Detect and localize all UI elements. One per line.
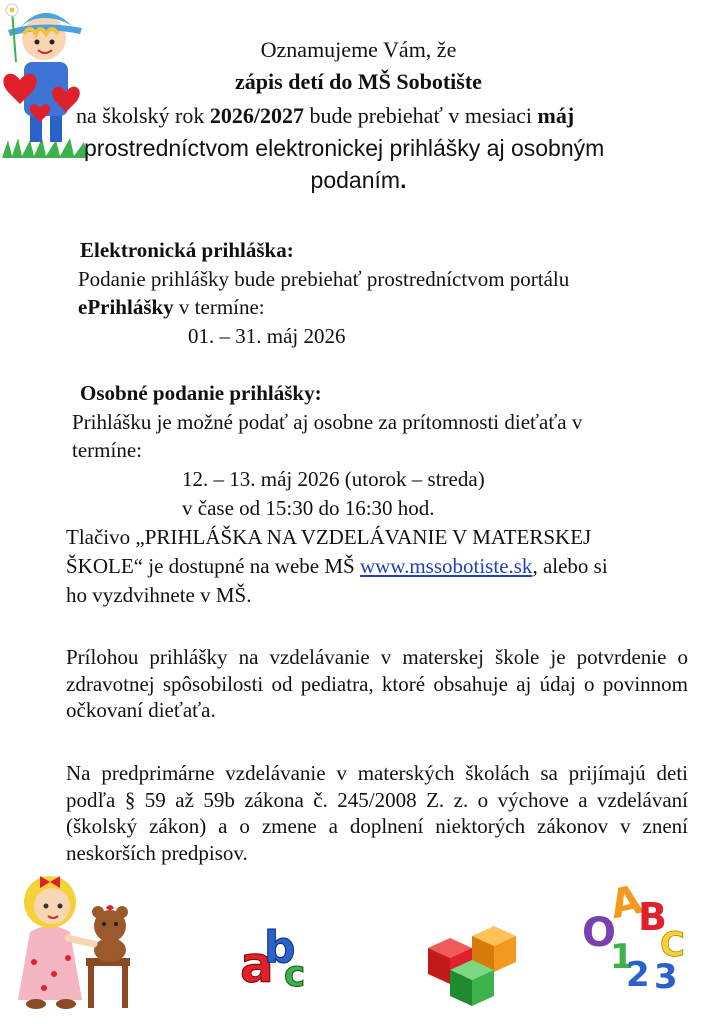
- form-pickup-text: , alebo si: [532, 554, 608, 578]
- school-website-link[interactable]: www.mssobotiste.sk: [359, 554, 533, 578]
- electronic-line-1: Podanie prihlášky bude prebiehať prostredníctvom portálu: [78, 267, 570, 291]
- form-info-line-2: [66, 553, 608, 579]
- announcement-line-4: prostredníctvom elektronickej prihlášky aj osobným: [84, 135, 605, 161]
- personal-heading: Osobné podanie prihlášky:: [80, 381, 322, 405]
- form-availability-text: ŠKOLE“ je dostupné na webe MŠ: [66, 554, 360, 578]
- electronic-line-2: [78, 294, 265, 320]
- school-year-prefix: na školský rok: [76, 103, 210, 128]
- legal-paragraph: Na predprimárne vzdelávanie v materských školách sa prijímajú deti podľa § 59 až 59b zákona č. 245/2008 Z. z. o výchove a vzdelávaní (školský zákon) a o zmene a doplnení niektorých zákonov v znení neskorších predpisov.: [66, 761, 688, 865]
- personal-time: v čase od 15:30 do 16:30 hod.: [182, 496, 435, 520]
- month-prefix: bude prebiehať v mesiaci: [303, 103, 538, 128]
- personal-line-2: termíne:: [72, 438, 142, 462]
- attachment-paragraph: Prílohou prihlášky na vzdelávanie v materskej škole je potvrdenie o zdravotnej spôsobilosti od pediatra, ktoré obsahuje aj údaj o povinnom očkovaní dieťaťa.: [66, 645, 688, 722]
- personal-line-1: Prihlášku je možné podať aj osobne za prítomnosti dieťaťa v: [72, 410, 583, 434]
- personal-dates: 12. – 13. máj 2026 (utorok – streda): [182, 467, 485, 491]
- announcement-title: zápis detí do MŠ Sobotište: [235, 69, 482, 94]
- letter-a-mark: A: [606, 876, 647, 929]
- announcement-line-1: Oznamujeme Vám, že: [260, 37, 457, 62]
- digit-1-mark: 1: [610, 937, 634, 977]
- girl-with-teddy-icon: [10, 862, 138, 1012]
- school-year: 2026/2027: [209, 103, 304, 128]
- announcement-line-5: [0, 166, 717, 194]
- electronic-dates: 01. – 31. máj 2026: [188, 324, 346, 348]
- abc-letters-icon: [236, 912, 312, 992]
- final-period: .: [400, 167, 407, 193]
- digit-3-mark: 3: [654, 957, 678, 997]
- electronic-heading: Elektronická prihláška:: [80, 238, 294, 262]
- letter-c-mark: c: [284, 954, 306, 992]
- month: máj: [537, 103, 575, 128]
- form-info-line-3: ho vyzdvihnete v MŠ.: [66, 583, 252, 607]
- term-label: v termíne:: [173, 295, 265, 319]
- letter-o-mark: O: [582, 910, 617, 956]
- abc-123-blocks-icon: [580, 870, 692, 1010]
- colored-cubes-icon: [420, 918, 524, 1010]
- letter-c-mark: C: [660, 925, 685, 965]
- announcement-line-3: [76, 102, 574, 130]
- letter-a-mark: a: [240, 936, 274, 992]
- digit-2-mark: 2: [626, 955, 650, 995]
- submission-word: podaním: [310, 167, 401, 193]
- letter-b-mark: b: [264, 922, 296, 973]
- form-info-line-1: Tlačivo „PRIHLÁŠKA NA VZDELÁVANIE V MATERSKEJ: [66, 525, 592, 549]
- letter-b-mark: B: [638, 895, 667, 939]
- eprihlasky-portal: ePrihlášky: [78, 295, 174, 319]
